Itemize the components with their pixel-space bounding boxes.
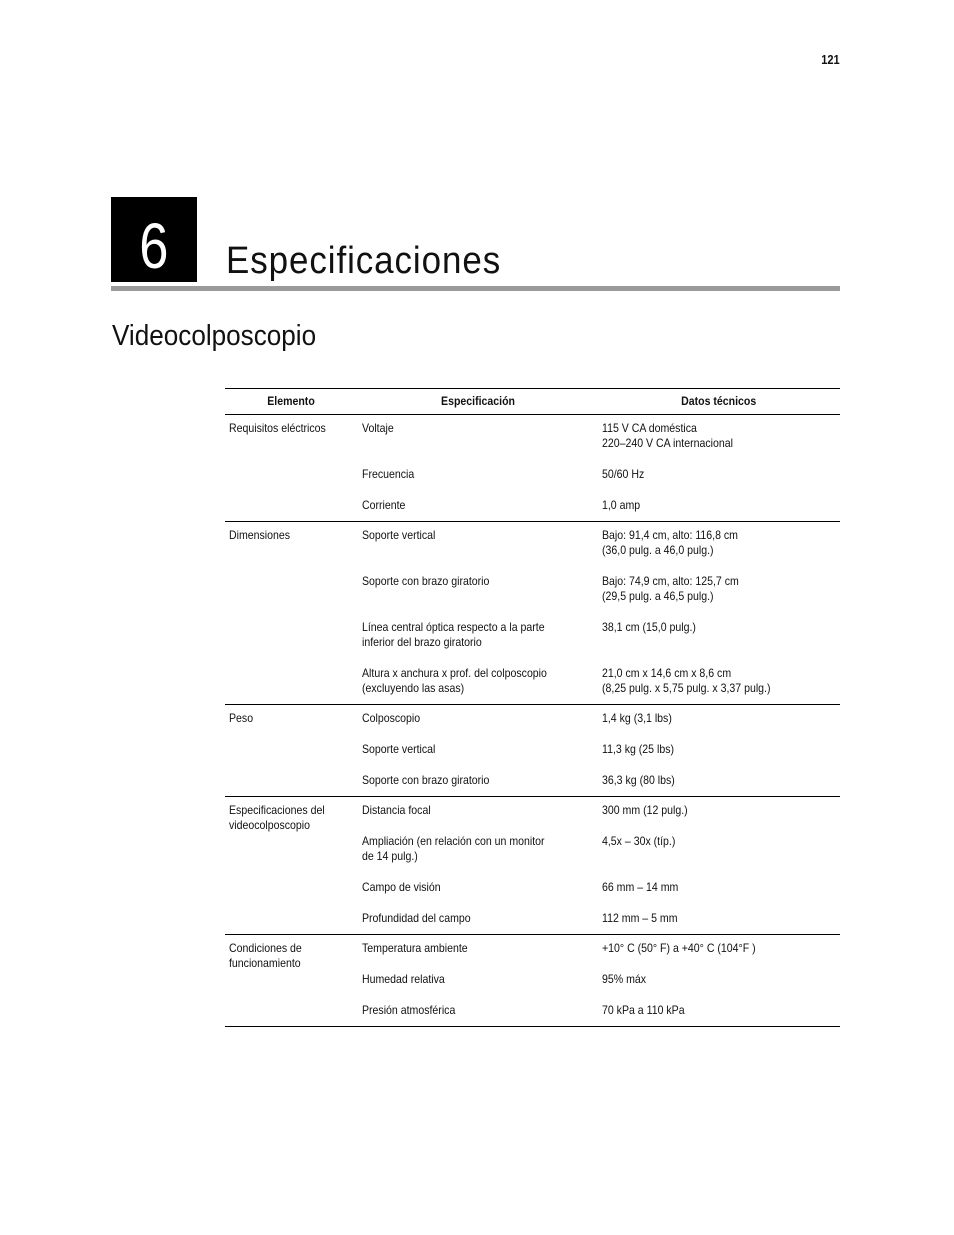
data-value: 1,4 kg (3,1 lbs) xyxy=(601,711,672,725)
spec-label: Soporte con brazo giratorio xyxy=(361,574,489,588)
data-cell xyxy=(598,726,840,757)
spec-label: Profundidad del campo xyxy=(361,911,471,925)
spec-label: Frecuencia xyxy=(361,467,414,481)
data-cell xyxy=(598,797,840,819)
spec-cell xyxy=(358,895,598,935)
data-value: 4,5x – 30x (típ.) xyxy=(601,834,676,848)
spec-label: Distancia focal xyxy=(361,803,431,817)
element-cell xyxy=(225,415,358,522)
table-row xyxy=(225,935,840,957)
table-row xyxy=(225,415,840,452)
element-cell xyxy=(225,522,358,705)
chapter-number: 6 xyxy=(139,210,169,282)
spec-cell xyxy=(358,705,598,727)
spec-cell xyxy=(358,415,598,452)
spec-label: Colposcopio xyxy=(361,711,420,725)
spec-label: Presión atmosférica xyxy=(361,1003,455,1017)
header-element: Elemento xyxy=(225,389,358,415)
spec-label: Altura x anchura x prof. del colposcopio (excluyendo las asas) xyxy=(361,666,547,695)
table-header-row xyxy=(225,389,840,415)
spec-cell xyxy=(358,522,598,559)
data-cell xyxy=(598,522,840,559)
data-value: 95% máx xyxy=(601,972,646,986)
spec-cell xyxy=(358,987,598,1027)
data-value: 1,0 amp xyxy=(601,498,641,512)
spec-table xyxy=(225,388,840,1027)
data-cell xyxy=(598,558,840,604)
spec-label: Humedad relativa xyxy=(361,972,445,986)
spec-label: Línea central óptica respecto a la parte inferior del brazo giratorio xyxy=(361,620,545,649)
element-label: Peso xyxy=(229,711,254,725)
page-number: 121 xyxy=(821,52,840,67)
data-value: 36,3 kg (80 lbs) xyxy=(601,773,675,787)
data-cell xyxy=(598,987,840,1027)
data-value: 50/60 Hz xyxy=(601,467,645,481)
spec-label: Ampliación (en relación con un monitor de 14 pulg.) xyxy=(361,834,545,863)
header-data: Datos técnicos xyxy=(598,389,840,415)
spec-cell xyxy=(358,935,598,957)
data-cell xyxy=(598,864,840,895)
data-cell xyxy=(598,757,840,797)
element-cell xyxy=(225,935,358,1027)
data-value: +10° C (50° F) a +40° C (104°F ) xyxy=(601,941,756,955)
data-cell xyxy=(598,482,840,522)
element-label: Dimensiones xyxy=(229,528,291,542)
data-value: 38,1 cm (15,0 pulg.) xyxy=(601,620,696,634)
chapter-number-box xyxy=(111,197,197,282)
data-value: Bajo: 74,9 cm, alto: 125,7 cm (29,5 pulg. a 46,5 pulg.) xyxy=(601,574,739,603)
data-value: 21,0 cm x 14,6 cm x 8,6 cm (8,25 pulg. x 5,75 pulg. x 3,37 pulg.) xyxy=(601,666,771,695)
spec-cell xyxy=(358,864,598,895)
spec-label: Soporte con brazo giratorio xyxy=(361,773,489,787)
table-row xyxy=(225,522,840,559)
section-title: Videocolposcopio xyxy=(112,320,317,352)
data-cell xyxy=(598,604,840,650)
spec-cell xyxy=(358,818,598,864)
table-body xyxy=(225,415,840,1027)
spec-label: Corriente xyxy=(361,498,406,512)
element-cell xyxy=(225,705,358,797)
element-label: Especificaciones del videocolposcopio xyxy=(229,803,325,832)
data-cell xyxy=(598,705,840,727)
data-value: 112 mm – 5 mm xyxy=(601,911,678,925)
table-row xyxy=(225,797,840,819)
spec-label: Soporte vertical xyxy=(361,528,435,542)
spec-label: Soporte vertical xyxy=(361,742,435,756)
data-value: 11,3 kg (25 lbs) xyxy=(601,742,674,756)
data-value: 66 mm – 14 mm xyxy=(601,880,679,894)
spec-cell xyxy=(358,797,598,819)
spec-label: Voltaje xyxy=(361,421,394,435)
data-value: 70 kPa a 110 kPa xyxy=(601,1003,685,1017)
element-cell xyxy=(225,797,358,935)
spec-cell xyxy=(358,757,598,797)
spec-cell xyxy=(358,604,598,650)
table-row xyxy=(225,705,840,727)
data-cell xyxy=(598,415,840,452)
spec-cell xyxy=(358,650,598,705)
spec-cell xyxy=(358,482,598,522)
chapter-rule xyxy=(111,286,840,291)
data-value: 300 mm (12 pulg.) xyxy=(601,803,688,817)
spec-cell xyxy=(358,726,598,757)
spec-cell xyxy=(358,558,598,604)
spec-cell xyxy=(358,956,598,987)
element-label: Condiciones de funcionamiento xyxy=(229,941,302,970)
header-spec: Especificación xyxy=(358,389,598,415)
chapter-title: Especificaciones xyxy=(226,240,502,282)
data-cell xyxy=(598,650,840,705)
data-value: Bajo: 91,4 cm, alto: 116,8 cm (36,0 pulg. a 46,0 pulg.) xyxy=(601,528,738,557)
data-cell xyxy=(598,818,840,864)
data-cell xyxy=(598,935,840,957)
data-cell xyxy=(598,451,840,482)
spec-label: Temperatura ambiente xyxy=(361,941,468,955)
data-cell xyxy=(598,956,840,987)
spec-label: Campo de visión xyxy=(361,880,441,894)
data-value: 115 V CA doméstica 220–240 V CA internacional xyxy=(601,421,733,450)
element-label: Requisitos eléctricos xyxy=(229,421,326,435)
data-cell xyxy=(598,895,840,935)
spec-cell xyxy=(358,451,598,482)
